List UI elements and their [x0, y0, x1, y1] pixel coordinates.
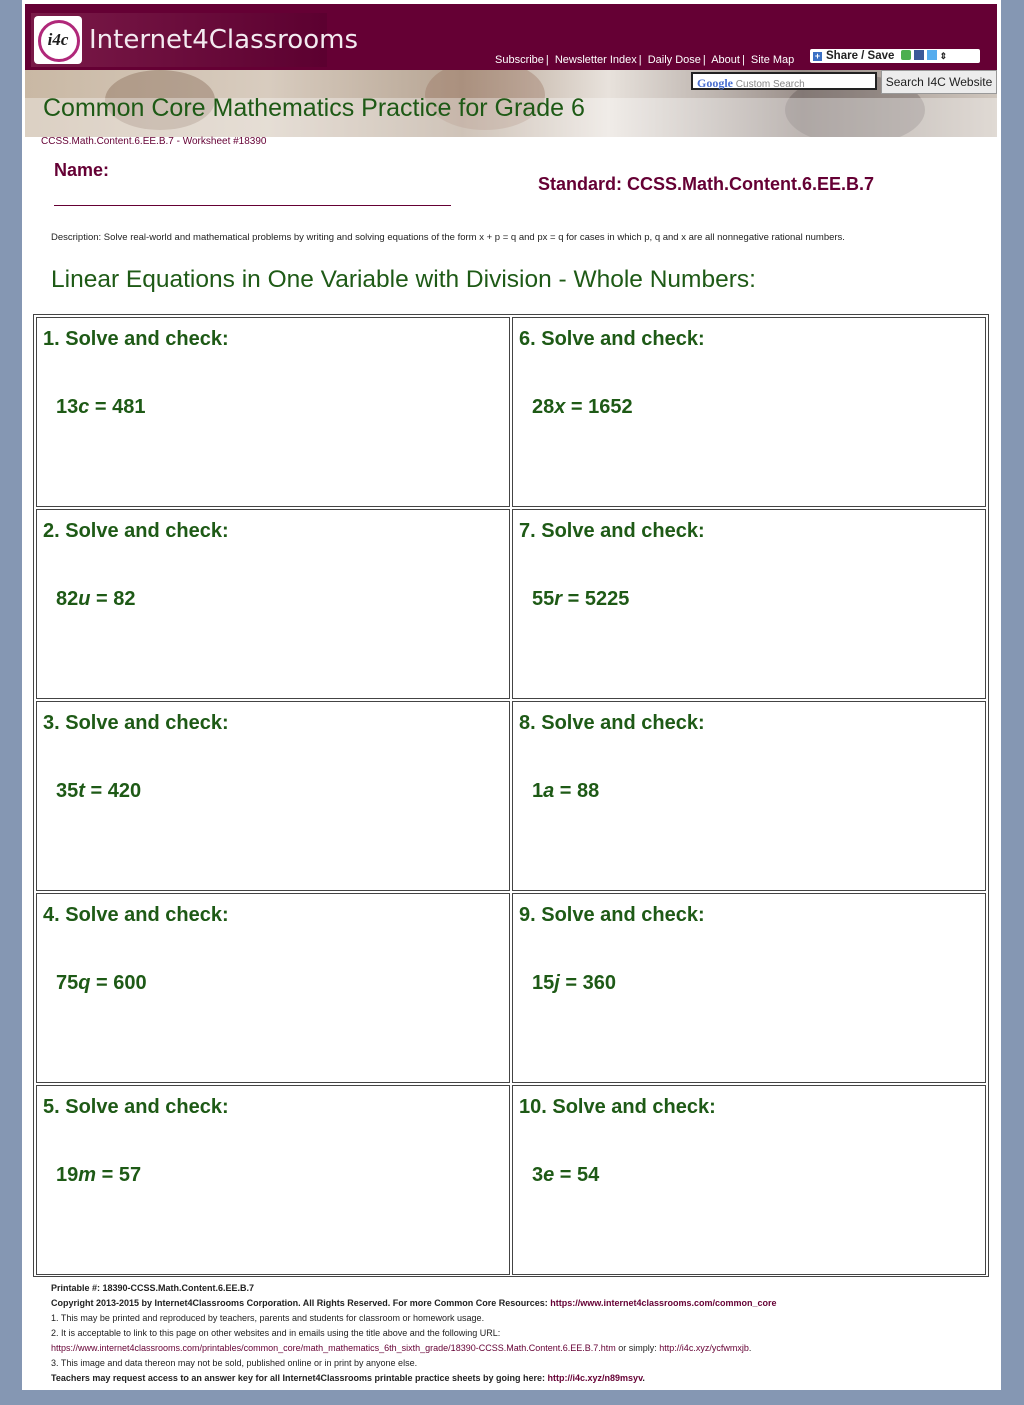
- equation-variable: r: [554, 588, 563, 610]
- search-input[interactable]: [691, 72, 877, 90]
- equation-rhs: = 5225: [562, 588, 630, 610]
- footer-url-or: or simply:: [615, 1343, 660, 1353]
- problem-cell: [36, 317, 510, 507]
- problem-label: 10. Solve and check:: [519, 1096, 716, 1118]
- equation-coefficient: 28: [532, 396, 555, 418]
- equation-rhs: = 481: [89, 396, 146, 418]
- problem-cell: [512, 701, 986, 891]
- problem-equation: [56, 588, 136, 611]
- twitter-icon[interactable]: [927, 50, 937, 60]
- footer-printable: Printable #: 18390-CCSS.Math.Content.6.EE.B.7: [51, 1283, 255, 1293]
- google-logo: Google: [697, 76, 733, 90]
- equation-coefficient: 75: [56, 972, 79, 994]
- problem-cell: [36, 893, 510, 1083]
- problem-grid: [33, 314, 989, 1277]
- footer-short-url[interactable]: http://i4c.xyz/ycfwmxjb: [659, 1343, 749, 1353]
- problem-equation: [532, 780, 599, 803]
- equation-coefficient: 1: [532, 780, 544, 802]
- problem-equation: [532, 588, 629, 611]
- page: [22, 0, 1001, 1390]
- equation-variable: q: [78, 972, 91, 994]
- equation-coefficient: 35: [56, 780, 79, 802]
- footer-line-1: 1. This may be printed and reproduced by teachers, parents and students for classroom or homework usage.: [51, 1313, 485, 1323]
- problem-cell: [36, 1085, 510, 1275]
- footer-copyright: Copyright 2013-2015 by Internet4Classrooms Corporation. All Rights Reserved. For more Common Core Resources:: [51, 1298, 551, 1308]
- problem-cell: [512, 509, 986, 699]
- problem-label: 2. Solve and check:: [43, 520, 229, 542]
- nav-subscribe[interactable]: Subscribe: [495, 54, 544, 66]
- equation-variable: j: [554, 972, 560, 994]
- equation-rhs: = 360: [559, 972, 616, 994]
- equation-rhs: = 57: [96, 1164, 142, 1186]
- nav-daily-dose[interactable]: Daily Dose: [647, 54, 701, 66]
- equation-coefficient: 55: [532, 588, 555, 610]
- logo-text: Internet4Classrooms: [89, 25, 358, 55]
- problem-cell: [36, 701, 510, 891]
- page-title: Common Core Mathematics Practice for Grade 6: [43, 94, 585, 122]
- equation-coefficient: 19: [56, 1164, 79, 1186]
- facebook-icon[interactable]: [914, 50, 924, 60]
- equation-rhs: = 82: [90, 588, 136, 610]
- equation-rhs: = 1652: [565, 396, 633, 418]
- problem-label: 4. Solve and check:: [43, 904, 229, 926]
- footer-answer-key: Teachers may request access to an answer key for all Internet4Classrooms printable practice sheets by going here:: [51, 1373, 548, 1383]
- top-nav: Subscribe | Newsletter Index | Daily Dose | About | Site Map: [495, 54, 795, 66]
- problem-equation: [56, 972, 147, 995]
- footer: Printable #: 18390-CCSS.Math.Content.6.EE.B.7 Copyright 2013-2015 by Internet4Classrooms Corporation. All Rights Reserved. For more Common Core Resources: https://www.internet4classrooms.com/common_core 1. This may be printed and reproduced by teachers, parents and students for classroom or homework usage. 2. It is acceptable to link to this page on other websites and in emails using the title above and the following URL: https://www.internet4classrooms.com/printables/common_core/math_mathematics_6th_sixth_grade/18390-CCSS.Math.Content.6.EE.B.7.htm or simply: http://i4c.xyz/ycfwmxjb. 3. This image and data thereon may not be sold, published online or in print by anyone else. Teachers may request access to an answer key for all Internet4Classrooms printable practice sheets by going here: http://i4c.xyz/n89msyv.: [51, 1281, 981, 1386]
- equation-variable: u: [78, 588, 91, 610]
- nav-about[interactable]: About: [711, 54, 740, 66]
- problem-equation: [56, 396, 146, 419]
- problem-cell: [512, 1085, 986, 1275]
- nav-site-map[interactable]: Site Map: [750, 54, 795, 66]
- email-share-icon[interactable]: [901, 50, 911, 60]
- equation-coefficient: 82: [56, 588, 79, 610]
- problem-cell: [512, 893, 986, 1083]
- problem-equation: [532, 1164, 599, 1187]
- problem-label: 5. Solve and check:: [43, 1096, 229, 1118]
- problem-equation: [56, 780, 141, 803]
- name-underline: [54, 205, 451, 206]
- equation-rhs: = 420: [84, 780, 142, 802]
- equation-rhs: = 88: [554, 780, 600, 802]
- equation-coefficient: 3: [532, 1164, 544, 1186]
- footer-answer-key-link[interactable]: http://i4c.xyz/n89msyv: [547, 1373, 643, 1383]
- problem-cell: [512, 317, 986, 507]
- problem-label: 3. Solve and check:: [43, 712, 229, 734]
- site-logo[interactable]: [31, 13, 358, 67]
- problem-equation: [532, 396, 633, 419]
- problem-equation: [532, 972, 616, 995]
- equation-variable: t: [78, 780, 85, 802]
- more-share-icon[interactable]: ⇕: [939, 51, 948, 61]
- share-save-button[interactable]: [810, 49, 980, 63]
- equation-coefficient: 15: [532, 972, 555, 994]
- name-label: Name:: [54, 160, 110, 180]
- banner: [25, 70, 997, 137]
- problem-equation: [56, 1164, 141, 1187]
- description: Description: Solve real-world and mathematical problems by writing and solving equations of the form x + p = q and px = q for cases in which p, q and x are all nonnegative rational numbers.: [51, 232, 845, 243]
- equation-variable: x: [554, 396, 566, 418]
- share-plus-icon: +: [814, 51, 821, 61]
- footer-common-core-link[interactable]: https://www.internet4classrooms.com/common_core: [550, 1298, 777, 1308]
- equation-variable: c: [78, 396, 90, 418]
- equation-rhs: = 600: [90, 972, 147, 994]
- equation-variable: m: [78, 1164, 97, 1186]
- equation-variable: a: [543, 780, 555, 802]
- footer-long-url[interactable]: https://www.internet4classrooms.com/printables/common_core/math_mathematics_6th_sixth_grade/18390-CCSS.Math.Content.6.EE.B.7.htm: [51, 1343, 616, 1353]
- equation-variable: e: [543, 1164, 555, 1186]
- footer-line-2: 2. It is acceptable to link to this page on other websites and in emails using the title above and the following URL:: [51, 1328, 501, 1338]
- problem-label: 8. Solve and check:: [519, 712, 705, 734]
- problem-cell: [36, 509, 510, 699]
- logo-badge-text: i4c: [47, 30, 69, 49]
- problem-label: 7. Solve and check:: [519, 520, 705, 542]
- search-placeholder: Custom Search: [735, 79, 805, 90]
- worksheet-title: Linear Equations in One Variable with Division - Whole Numbers:: [51, 266, 756, 293]
- footer-line-3: 3. This image and data thereon may not be sold, published online or in print by anyone else.: [51, 1358, 418, 1368]
- problem-label: 1. Solve and check:: [43, 328, 229, 350]
- breadcrumb: CCSS.Math.Content.6.EE.B.7 - Worksheet #18390: [41, 136, 267, 147]
- nav-newsletter-index[interactable]: Newsletter Index: [554, 54, 637, 66]
- equation-rhs: = 54: [554, 1164, 600, 1186]
- equation-coefficient: 13: [56, 396, 79, 418]
- problem-label: 6. Solve and check:: [519, 328, 705, 350]
- logo-badge-icon: [34, 16, 82, 64]
- standard-label: Standard: CCSS.Math.Content.6.EE.B.7: [538, 174, 875, 194]
- search-button[interactable]: Search I4C Website: [881, 70, 997, 94]
- site-header: [25, 4, 997, 70]
- problem-label: 9. Solve and check:: [519, 904, 705, 926]
- share-save-label: Share / Save: [826, 50, 895, 62]
